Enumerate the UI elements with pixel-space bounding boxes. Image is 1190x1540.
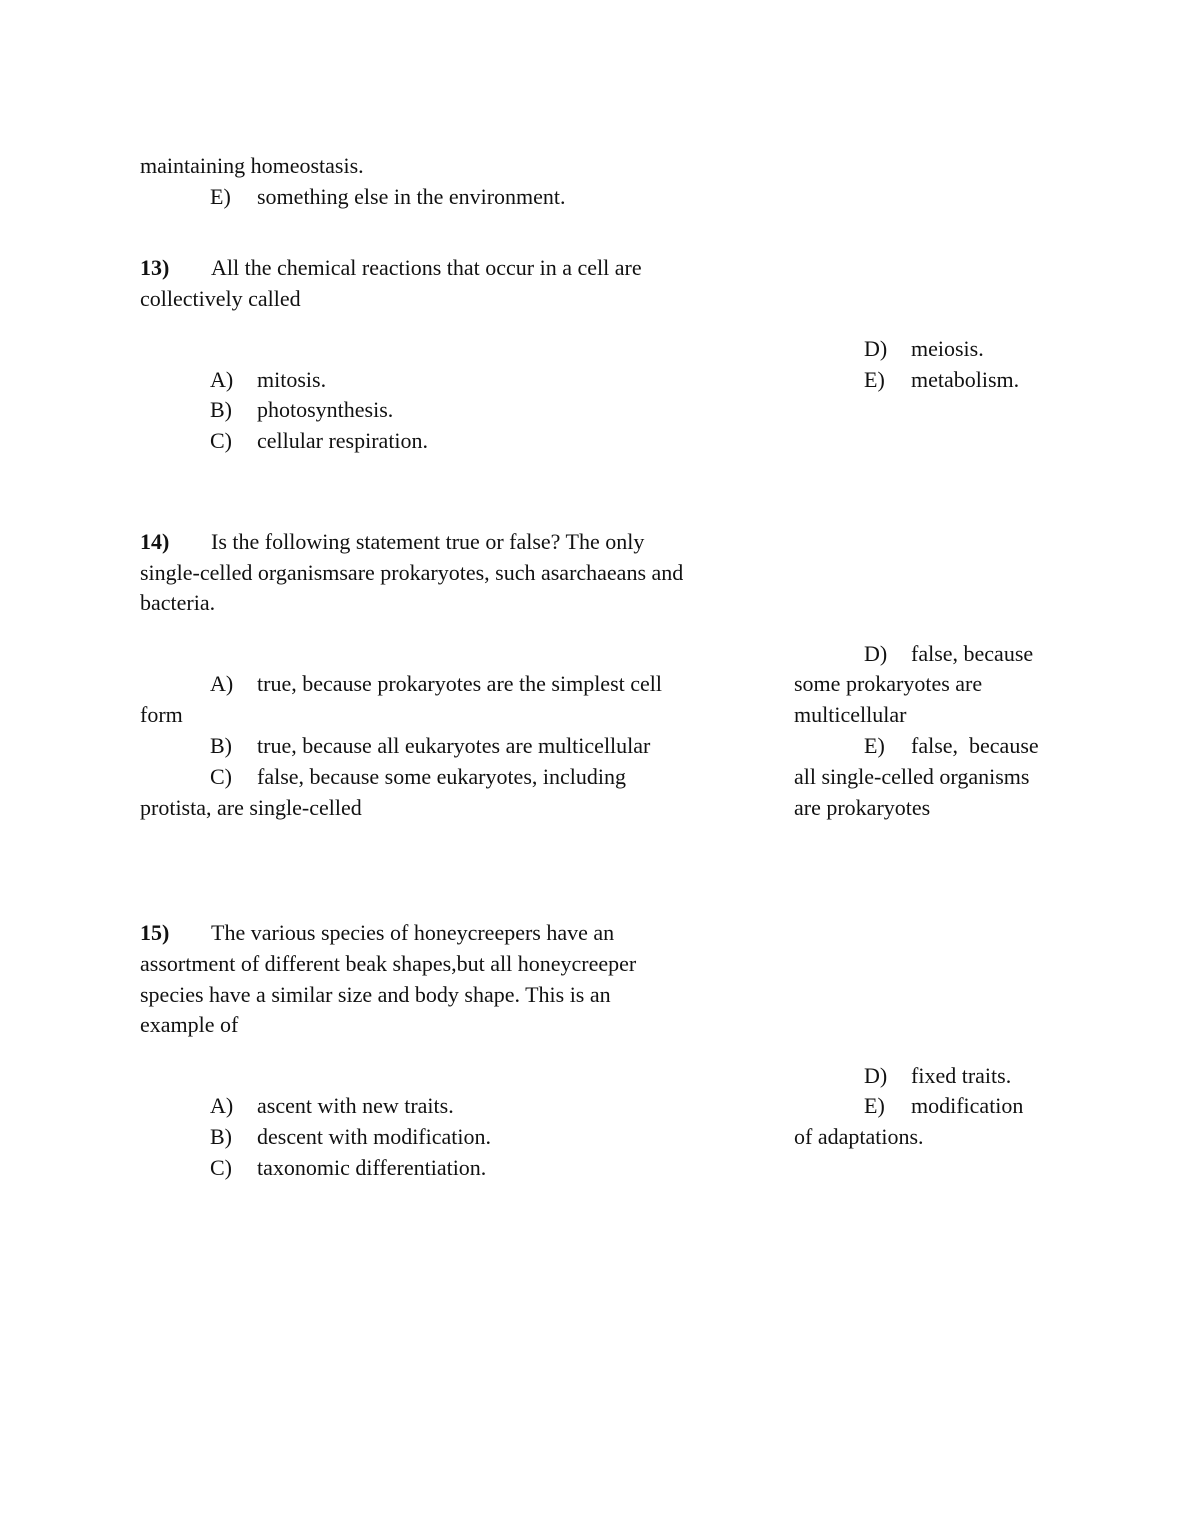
q13-option-b	[210, 394, 393, 425]
option-text: metabolism.	[911, 367, 1020, 392]
question-14-stem	[140, 526, 644, 557]
option-letter: B)	[210, 1124, 232, 1149]
option-text: false, because	[911, 733, 1039, 758]
option-letter: E)	[864, 367, 885, 392]
q15-option-a	[210, 1090, 454, 1121]
q14-option-d-cont: multicellular	[794, 702, 907, 727]
option-letter: D)	[864, 336, 888, 361]
q14-option-b	[210, 730, 650, 761]
question-15-stem-cont: species have a similar size and body shape. This is an	[140, 982, 611, 1007]
option-letter: B)	[210, 733, 232, 758]
q14-option-d-cont: some prokaryotes are	[794, 671, 983, 696]
question-13-stem-cont: collectively called	[140, 286, 301, 311]
q15-option-d	[864, 1060, 1011, 1091]
option-text: cellular respiration.	[257, 428, 429, 453]
question-text: Is the following statement true or false? The only	[211, 529, 645, 554]
question-text: All the chemical reactions that occur in a cell are	[211, 255, 642, 280]
question-number: 15)	[140, 920, 170, 945]
q14-option-a	[210, 668, 662, 699]
option-letter: A)	[210, 671, 234, 696]
question-15-stem-cont: assortment of different beak shapes,but all honeycreeper	[140, 951, 637, 976]
question-15-stem-cont: example of	[140, 1012, 239, 1037]
q13-option-a	[210, 364, 326, 395]
option-text: true, because prokaryotes are the simplest cell	[257, 671, 663, 696]
question-13-stem	[140, 252, 642, 283]
option-text: true, because all eukaryotes are multicellular	[257, 733, 651, 758]
option-text: something else in the environment.	[257, 184, 566, 209]
q13-option-d	[864, 333, 984, 364]
option-e	[210, 181, 566, 212]
option-letter: E)	[210, 184, 231, 209]
option-text: false, because some eukaryotes, including	[257, 764, 626, 789]
option-letter: B)	[210, 397, 232, 422]
q14-option-c-cont: protista, are single-celled	[140, 795, 362, 820]
q15-option-e	[864, 1090, 1023, 1121]
option-text: modification	[911, 1093, 1024, 1118]
q15-option-c	[210, 1152, 486, 1183]
option-text: false, because	[911, 641, 1034, 666]
option-text: taxonomic differentiation.	[257, 1155, 487, 1180]
option-letter: E)	[864, 1093, 885, 1118]
q15-option-b	[210, 1121, 491, 1152]
q15-option-e-cont: of adaptations.	[794, 1124, 924, 1149]
q14-option-a-cont: form	[140, 702, 183, 727]
q14-option-e	[864, 730, 1039, 761]
continuation-line: maintaining homeostasis.	[140, 153, 364, 178]
option-letter: C)	[210, 1155, 232, 1180]
q14-option-e-cont: are prokaryotes	[794, 795, 931, 820]
q14-option-d	[864, 638, 1033, 669]
option-text: ascent with new traits.	[257, 1093, 454, 1118]
question-number: 13)	[140, 255, 170, 280]
question-15-stem	[140, 917, 614, 948]
option-letter: E)	[864, 733, 885, 758]
option-text: fixed traits.	[911, 1063, 1012, 1088]
q13-option-c	[210, 425, 428, 456]
option-text: photosynthesis.	[257, 397, 394, 422]
option-text: mitosis.	[257, 367, 327, 392]
option-text: descent with modification.	[257, 1124, 491, 1149]
q13-option-e	[864, 364, 1019, 395]
q14-option-c	[210, 761, 626, 792]
q14-option-e-cont: all single-celled organisms	[794, 764, 1030, 789]
option-letter: C)	[210, 764, 232, 789]
question-14-stem-cont: single-celled organismsare prokaryotes, such asarchaeans and	[140, 560, 684, 585]
option-letter: C)	[210, 428, 232, 453]
question-text: The various species of honeycreepers have an	[211, 920, 615, 945]
question-14-stem-cont: bacteria.	[140, 590, 216, 615]
question-number: 14)	[140, 529, 170, 554]
option-letter: A)	[210, 1093, 234, 1118]
option-letter: D)	[864, 641, 888, 666]
option-letter: A)	[210, 367, 234, 392]
option-letter: D)	[864, 1063, 888, 1088]
option-text: meiosis.	[911, 336, 984, 361]
